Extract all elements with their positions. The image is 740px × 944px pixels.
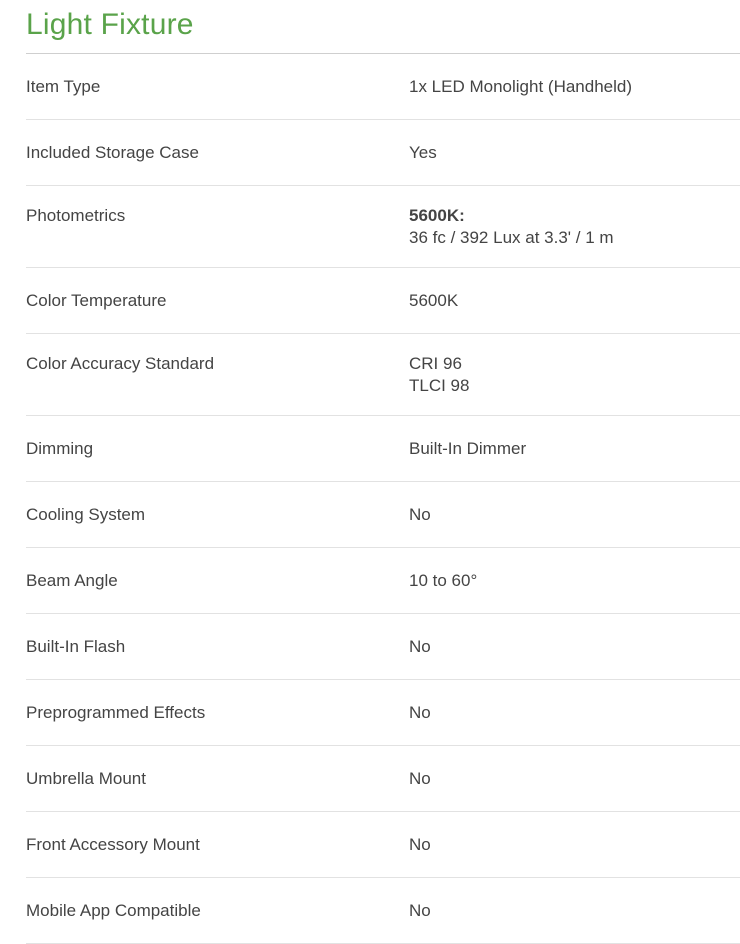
spec-table	[26, 54, 740, 944]
spec-label: Built-In Flash	[26, 614, 409, 680]
spec-value: TLCI 98	[409, 376, 470, 395]
spec-value-cell	[409, 334, 740, 416]
spec-value-cell	[409, 812, 740, 878]
spec-value-cell	[409, 680, 740, 746]
spec-row	[26, 746, 740, 812]
spec-value: No	[409, 769, 431, 788]
spec-row	[26, 334, 740, 416]
spec-label: Color Accuracy Standard	[26, 334, 409, 416]
spec-value: Yes	[409, 143, 437, 162]
spec-label: Color Temperature	[26, 268, 409, 334]
spec-value: 10 to 60°	[409, 571, 478, 590]
spec-row	[26, 812, 740, 878]
spec-value: Built-In Dimmer	[409, 439, 527, 458]
spec-value-cell	[409, 482, 740, 548]
spec-value-cell	[409, 614, 740, 680]
spec-row	[26, 416, 740, 482]
spec-value-cell	[409, 416, 740, 482]
spec-value: 5600K	[409, 291, 459, 310]
spec-row	[26, 482, 740, 548]
spec-label: Dimming	[26, 416, 409, 482]
spec-row	[26, 186, 740, 268]
spec-row	[26, 54, 740, 120]
spec-row	[26, 680, 740, 746]
spec-value: 1x LED Monolight (Handheld)	[409, 77, 633, 96]
spec-value: No	[409, 901, 431, 920]
spec-label: Cooling System	[26, 482, 409, 548]
spec-label: Beam Angle	[26, 548, 409, 614]
spec-value: No	[409, 835, 431, 854]
spec-row	[26, 548, 740, 614]
spec-value: CRI 96	[409, 354, 462, 373]
spec-label: Preprogrammed Effects	[26, 680, 409, 746]
spec-value-cell	[409, 878, 740, 944]
section-title: Light Fixture	[26, 0, 740, 54]
spec-value: No	[409, 703, 431, 722]
spec-value-cell	[409, 746, 740, 812]
spec-row	[26, 120, 740, 186]
spec-value-cell	[409, 268, 740, 334]
spec-value: No	[409, 505, 431, 524]
spec-section-light-fixture	[26, 0, 740, 944]
spec-label: Front Accessory Mount	[26, 812, 409, 878]
spec-value-cell	[409, 54, 740, 120]
spec-value-cell	[409, 120, 740, 186]
spec-label: Item Type	[26, 54, 409, 120]
spec-row	[26, 614, 740, 680]
spec-row	[26, 878, 740, 944]
spec-label: Mobile App Compatible	[26, 878, 409, 944]
spec-label: Umbrella Mount	[26, 746, 409, 812]
spec-value-heading: 5600K:	[409, 206, 465, 225]
spec-table-body	[26, 54, 740, 944]
spec-value: 36 fc / 392 Lux at 3.3' / 1 m	[409, 228, 614, 247]
spec-value: No	[409, 637, 431, 656]
spec-value-cell	[409, 186, 740, 268]
spec-label: Photometrics	[26, 186, 409, 268]
spec-row	[26, 268, 740, 334]
spec-label: Included Storage Case	[26, 120, 409, 186]
spec-value-cell	[409, 548, 740, 614]
